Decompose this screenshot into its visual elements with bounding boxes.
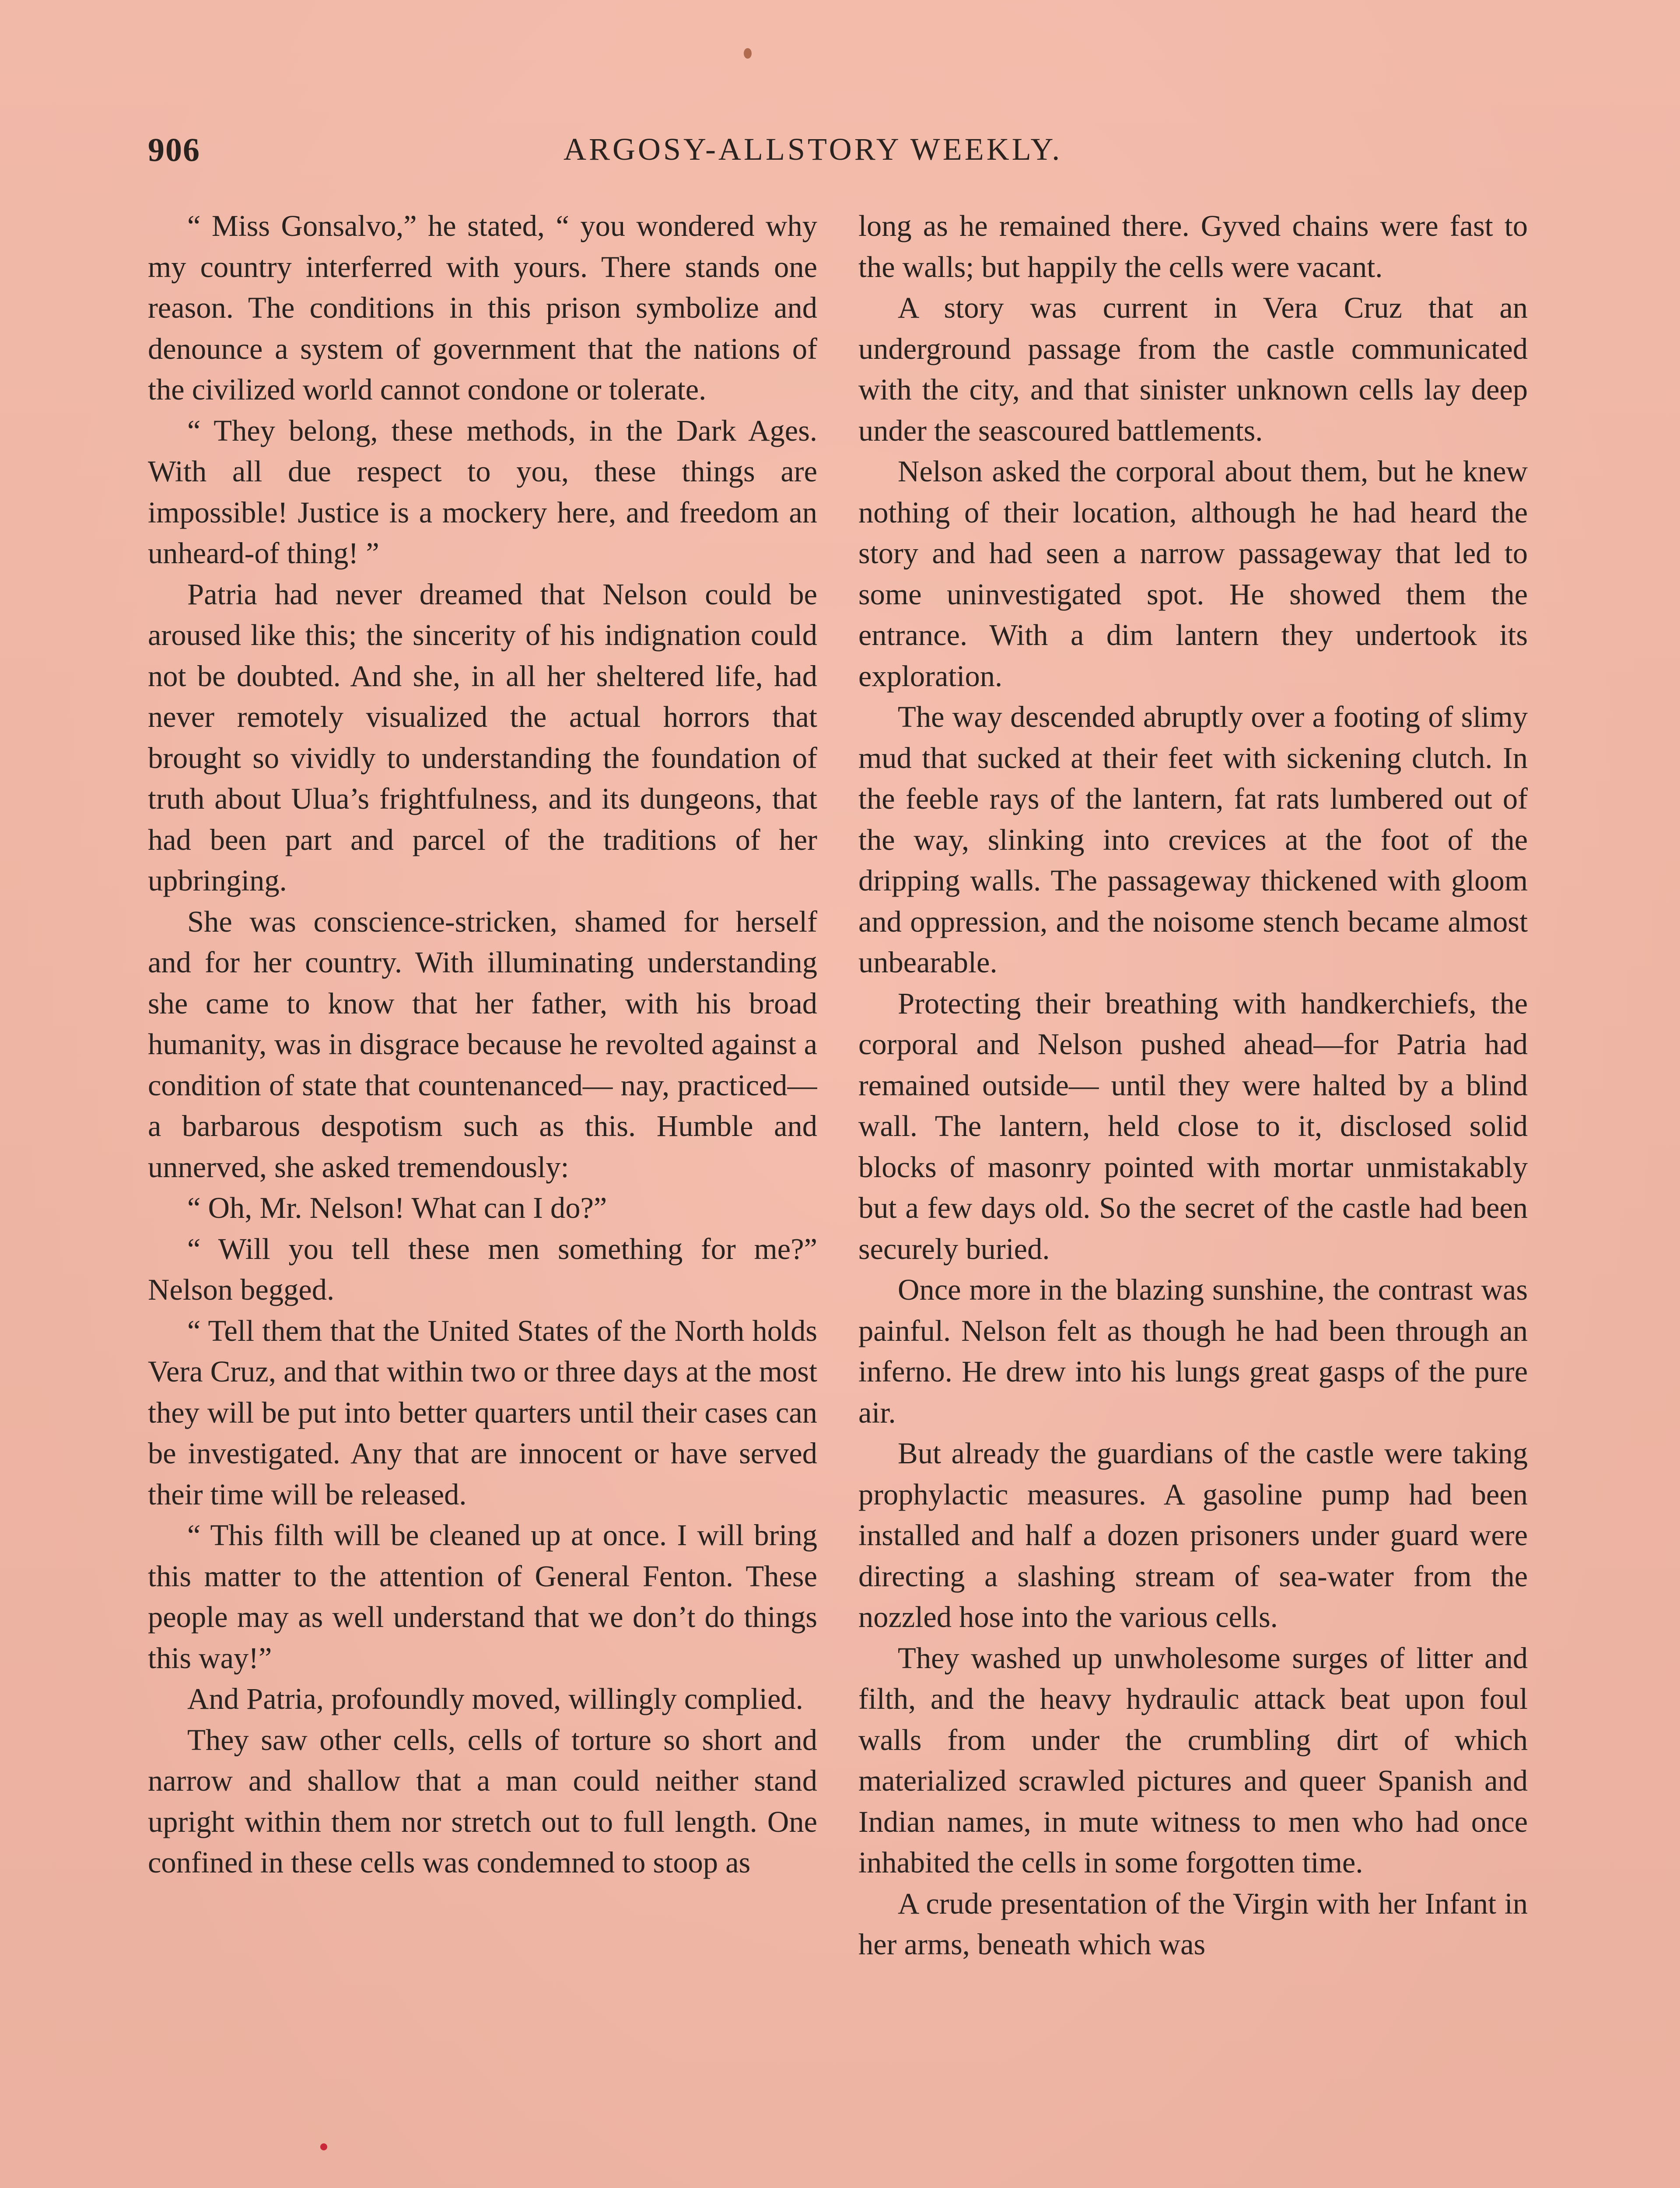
paragraph: “ They belong, these methods, in the Dark Ages. With all due respect to you, these things are impossible! Justice is a mockery here, and freedom an unheard-of thing! ” — [148, 414, 817, 570]
paragraph: They saw other cells, cells of torture so short and narrow and shallow that a man could neither stand upright within them nor stretch out to full length. One confined in these cells was condemned to stoop as — [148, 1723, 817, 1879]
continued-paragraph: long as he remained there. Gyved chains were fast to the walls; but happily the cells were vacant. — [858, 209, 1528, 284]
paragraph: “ Tell them that the United States of the North holds Vera Cruz, and that within two or three days at the most they will be put into better quarters until their cases can be investigated. Any that are innocent or have served their time will be released. — [148, 1314, 817, 1511]
paragraph: She was conscience-stricken, shamed for herself and for her country. With illuminating understanding she came to know that her father, with his broad humanity, was in disgrace because he revolted against a condition of state that countenanced— nay, practiced—a barbarous despotism such as this. Humble and unnerved, she asked tremendously: — [148, 905, 817, 1184]
right-column — [858, 206, 1528, 2188]
paragraph: They washed up unwholesome surges of litter and filth, and the heavy hydraulic attack beat upon foul walls from under the crumbling dirt of which materialized scrawled pictures and queer Spanish and Indian names, in mute witness to men who had once inhabited the cells in some forgotten time. — [858, 1641, 1528, 1879]
paragraph: Nelson asked the corporal about them, but he knew nothing of their location, although he had heard the story and had seen a narrow passageway that led to some uninvestigated spot. He showed them the entrance. With a dim lantern they undertook its exploration. — [858, 455, 1528, 693]
paragraph: “ This filth will be cleaned up at once. I will bring this matter to the attention of General Fenton. These people may as well understand that we don’t do things this way!” — [148, 1518, 817, 1675]
paragraph: A crude presentation of the Virgin with her Infant in her arms, beneath which was — [858, 1886, 1528, 1961]
page-header — [148, 131, 1526, 184]
paragraph: “ Miss Gonsalvo,” he stated, “ you wondered why my country interferred with yours. There stands one reason. The conditions in this prison symbolize and denounce a system of government that the nations of the civilized world cannot condone or tolerate. — [148, 209, 817, 406]
paragraph: But already the guardians of the castle were taking prophylactic measures. A gasoline pump had been installed and half a dozen prisoners under guard were directing a slashing stream of sea-water from the nozzled hose into the various cells. — [858, 1437, 1528, 1634]
paragraph: And Patria, profoundly moved, willingly complied. — [187, 1682, 803, 1715]
paragraph: “ Will you tell these men something for me?” Nelson begged. — [148, 1232, 817, 1306]
paragraph: Protecting their breathing with handkerchiefs, the corporal and Nelson pushed ahead—for Patria had remained outside— until they were halted by a blind wall. The lantern, held close to it, disclosed solid blocks of masonry pointed with mortar unmistakably but a few days old. So the secret of the castle had been securely buried. — [858, 986, 1528, 1266]
ink-speck — [744, 48, 752, 59]
paragraph: “ Oh, Mr. Nelson! What can I do?” — [187, 1191, 607, 1224]
paragraph: A story was current in Vera Cruz that an underground passage from the castle communicated with the city, and that sinister unknown cells lay deep under the seascoured battlements. — [858, 291, 1528, 447]
left-column — [148, 206, 817, 2188]
red-ink-speck — [320, 2143, 327, 2150]
paragraph: The way descended abruptly over a footing of slimy mud that sucked at their feet with sickening clutch. In the feeble rays of the lantern, fat rats lumbered out of the way, slinking into crevices at the foot of the dripping walls. The passageway thickened with gloom and oppression, and the noisome stench became almost unbearable. — [858, 700, 1528, 979]
paragraph: Patria had never dreamed that Nelson could be aroused like this; the sincerity of his indignation could not be doubted. And she, in all her sheltered life, had never remotely visualized the actual horrors that brought so vividly to understanding the foundation of truth about Ulua’s frightfulness, and its dungeons, that had been part and parcel of the traditions of her upbringing. — [148, 577, 817, 897]
running-title: ARGOSY-ALLSTORY WEEKLY. — [564, 132, 1063, 167]
page-number: 906 — [148, 132, 200, 168]
paragraph: Once more in the blazing sunshine, the contrast was painful. Nelson felt as though he had been through an inferno. He drew into his lungs great gasps of the pure air. — [858, 1273, 1528, 1429]
